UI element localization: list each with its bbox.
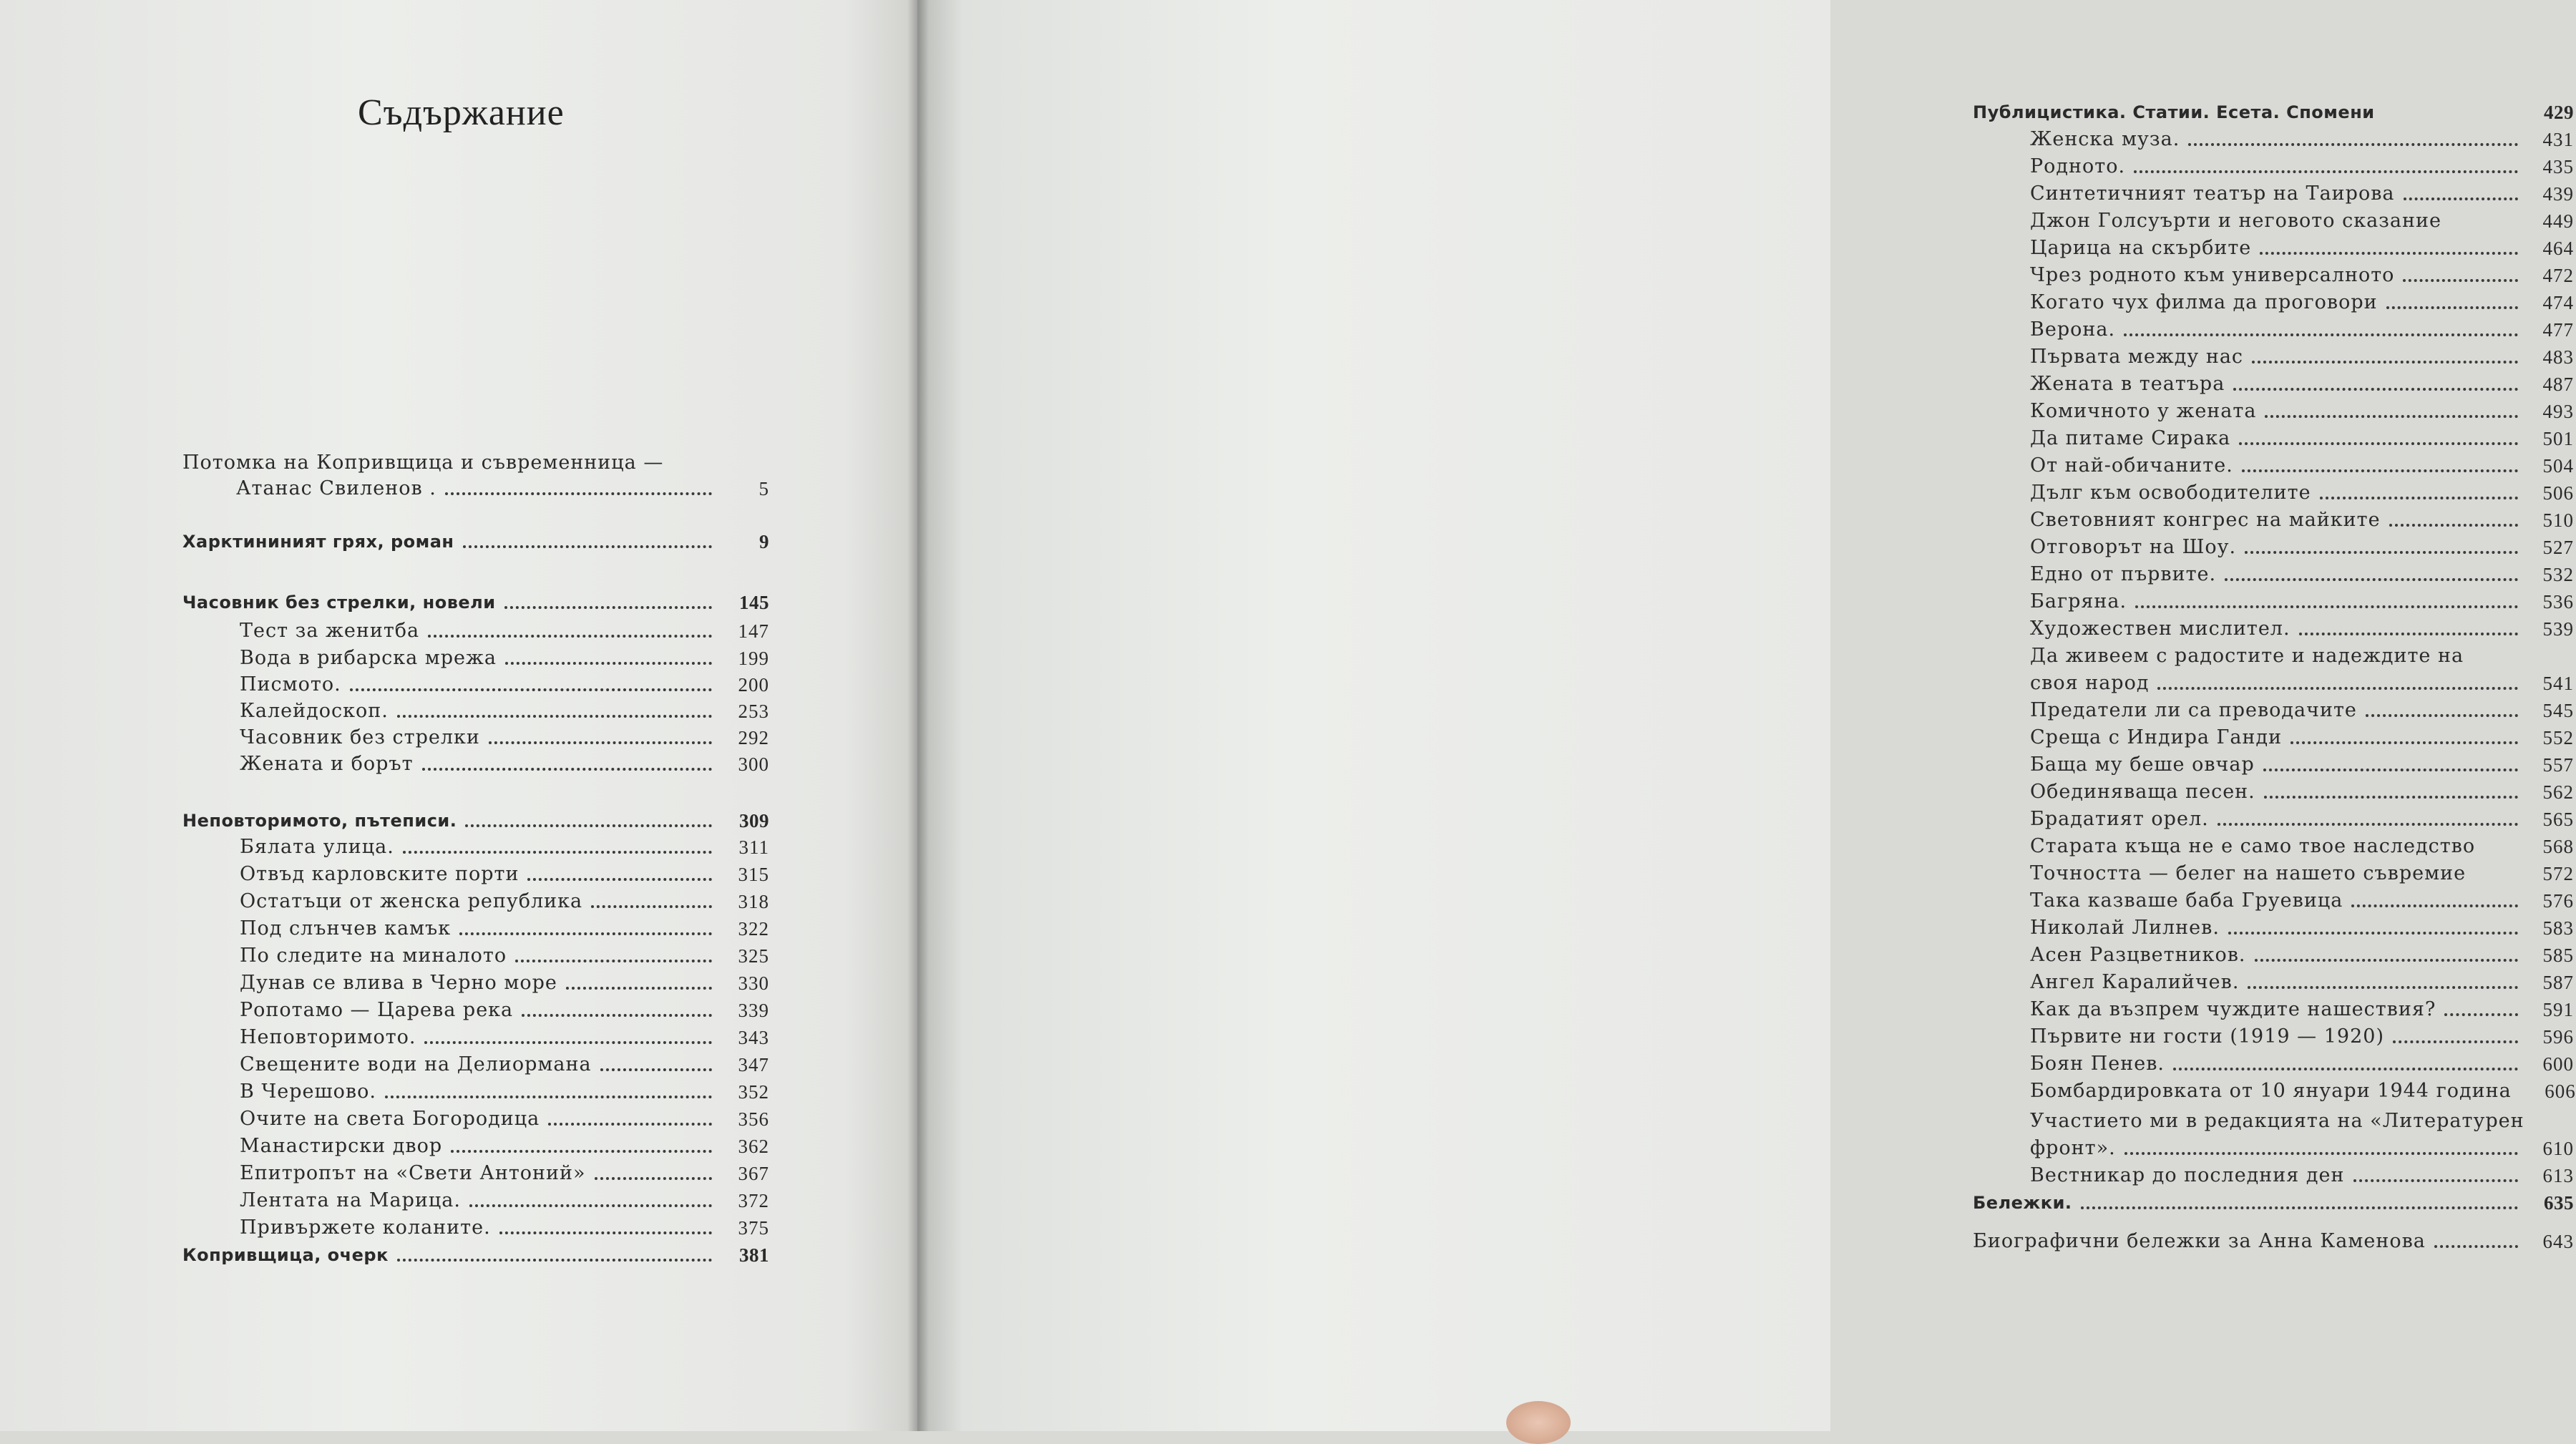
toc-page-number: 145: [739, 592, 769, 613]
toc-page-number: 472: [2542, 265, 2574, 286]
toc-page-number: 362: [738, 1136, 769, 1157]
toc-entry-title: Старата къща не е само твое наследство: [2030, 835, 2476, 857]
toc-entry: [1973, 399, 2574, 424]
dot-leader: [2255, 959, 2519, 962]
toc-entry: [182, 862, 769, 887]
toc-entry-title: фронт».: [2030, 1137, 2116, 1159]
toc-page-number: 449: [2542, 210, 2574, 232]
toc-page-number: 610: [2542, 1138, 2574, 1159]
toc-page-number: 541: [2542, 673, 2574, 694]
toc-entry-title: Така казваше баба Груевица: [2030, 889, 2343, 912]
toc-entry-title: Неповторимото.: [240, 1026, 416, 1048]
toc-entry-title: Джон Голсуърти и неговото сказание: [2030, 210, 2441, 232]
toc-page-number: 381: [739, 1244, 769, 1266]
toc-page-number: 545: [2542, 700, 2574, 721]
toc-page-number: 493: [2542, 401, 2574, 422]
toc-entry: [1973, 209, 2574, 233]
toc-entry: [1973, 1109, 2574, 1133]
dot-leader: [2320, 497, 2518, 499]
dot-leader: [2290, 741, 2518, 744]
toc-page-number: 356: [738, 1108, 769, 1130]
toc-entry: [1973, 671, 2574, 696]
toc-entry-title: Тест за женитба: [240, 620, 420, 642]
toc-entry-title: Баща му беше овчар: [2030, 753, 2255, 776]
toc-entry-title: Манастирски двор: [240, 1135, 443, 1157]
toc-page-number: 315: [738, 864, 769, 885]
toc-entry: [1973, 508, 2574, 532]
toc-entry: [1973, 345, 2574, 369]
toc-page-number: 606: [2545, 1080, 2576, 1102]
toc-entry: [182, 726, 769, 750]
toc-page-number: 200: [738, 674, 769, 696]
toc-entry: [1973, 970, 2574, 995]
toc-entry: [182, 1216, 769, 1240]
toc-entry-title: Ропотамо — Царева река: [240, 999, 514, 1021]
toc-page-number: 539: [2542, 618, 2574, 640]
toc-entry: [1973, 291, 2574, 315]
toc-entry: [1973, 318, 2574, 342]
toc-entry: [1973, 481, 2574, 505]
toc-page-number: 431: [2542, 129, 2574, 150]
toc-entry: [1973, 236, 2574, 260]
dot-leader: [515, 960, 712, 962]
toc-entry-title: Да живеем с радостите и надеждите на: [2030, 645, 2464, 667]
dot-leader: [403, 851, 712, 854]
dot-leader: [548, 1123, 712, 1126]
toc-entry: [1973, 535, 2574, 560]
toc-page-number: 311: [738, 836, 769, 858]
toc-entry-title: Атанас Свиленов .: [236, 477, 436, 499]
dot-leader: [2434, 1245, 2518, 1248]
dot-leader: [600, 1068, 712, 1071]
dot-leader: [2351, 904, 2518, 907]
toc-page-number: 375: [738, 1217, 769, 1239]
toc-entry: [182, 944, 769, 968]
toc-entry-title: Едно от първите.: [2030, 563, 2217, 585]
toc-entry-title: Очите на света Богородица: [240, 1108, 540, 1130]
toc-page-number: 576: [2542, 890, 2574, 912]
toc-entry: [1973, 372, 2574, 396]
toc-page-number: 325: [738, 945, 769, 967]
toc-entry: [1973, 807, 2574, 831]
toc-entry: [1973, 100, 2574, 125]
toc-page-number: 501: [2542, 428, 2574, 449]
toc-entry: [1973, 943, 2574, 967]
toc-page-number: 532: [2542, 564, 2574, 585]
dot-leader: [451, 1150, 712, 1153]
toc-page-number: 643: [2542, 1231, 2574, 1252]
toc-entry-title: Вестникар до последния ден: [2030, 1164, 2345, 1186]
toc-entry: [1973, 862, 2574, 886]
toc-page-number: 318: [738, 891, 769, 912]
toc-page-number: 527: [2542, 537, 2574, 558]
toc-entry-title: Жената в театъра: [2030, 373, 2225, 395]
toc-entry-title: Дунав се влива в Черно море: [240, 972, 557, 994]
toc-entry-title: Бялата улица.: [240, 836, 394, 858]
dot-leader: [2228, 932, 2518, 935]
toc-entry: [182, 809, 769, 833]
toc-entry: [1973, 1136, 2574, 1161]
dot-leader: [2173, 1068, 2518, 1070]
toc-entry-title: Вода в рибарска мрежа: [240, 647, 497, 669]
toc-entry-title: Женска муза.: [2030, 128, 2180, 150]
toc-entry-title: Обединяваща песен.: [2030, 781, 2255, 803]
toc-entry-title: Чрез родното към универсалното: [2030, 264, 2395, 286]
toc-entry-title: Първите ни гости (1919 — 1920): [2030, 1025, 2384, 1048]
toc-entry-title: Неповторимото, пътеписи.: [182, 811, 457, 831]
toc-entry: [1973, 454, 2574, 478]
toc-entry: [1973, 644, 2574, 668]
dot-leader: [2265, 415, 2518, 418]
dot-leader: [2366, 714, 2518, 717]
dot-leader: [566, 987, 712, 990]
toc-entry: [182, 752, 769, 776]
dot-leader: [595, 1177, 712, 1180]
toc-entry-title: Среща с Индира Ганди: [2030, 726, 2283, 748]
toc-page-number: 339: [738, 1000, 769, 1021]
toc-entry: [182, 971, 769, 995]
toc-entry-title: От най-обичаните.: [2030, 454, 2233, 477]
toc-page-number: 591: [2542, 999, 2574, 1020]
toc-entry: [1973, 1164, 2574, 1188]
toc-page-number: 557: [2542, 754, 2574, 776]
toc-entry-title: Родното.: [2030, 155, 2126, 177]
toc-entry: [1973, 155, 2574, 179]
toc-entry: [182, 646, 769, 670]
toc-page-number: 504: [2542, 455, 2574, 477]
toc-entry-title: Художествен мислител.: [2030, 618, 2290, 640]
toc-page-number: 292: [738, 727, 769, 748]
dot-leader: [469, 1204, 712, 1207]
toc-entry-title: Брадатият орел.: [2030, 808, 2209, 830]
toc-page-number: 322: [738, 918, 769, 940]
toc-page-number: 367: [738, 1163, 769, 1184]
toc-entry: [182, 1080, 769, 1104]
toc-entry: [1973, 182, 2574, 206]
toc-page-number: 429: [2544, 102, 2574, 123]
toc-entry: [182, 451, 769, 475]
toc-page-number: 147: [738, 620, 769, 642]
toc-entry-title: Когато чух филма да проговори: [2030, 291, 2378, 313]
dot-leader: [2386, 306, 2518, 309]
book-gutter: [907, 0, 929, 1431]
dot-leader: [2242, 469, 2518, 472]
toc-entry-title: Багряна.: [2030, 590, 2127, 613]
toc-entry-title: своя народ: [2030, 672, 2150, 694]
toc-page-number: 330: [738, 972, 769, 994]
toc-entry-title: Синтетичният театър на Таирова: [2030, 182, 2395, 205]
toc-page-number: 568: [2542, 836, 2574, 857]
toc-entry: [1973, 1079, 2574, 1103]
toc-entry: [1973, 617, 2574, 641]
toc-entry: [1973, 1229, 2574, 1254]
dot-leader: [445, 492, 712, 495]
toc-entry-title: Бележки.: [1973, 1193, 2072, 1213]
toc-entry: [1973, 889, 2574, 913]
toc-entry-title: Предатели ли са преводачите: [2030, 699, 2357, 721]
toc-page-number: 587: [2542, 972, 2574, 993]
toc-page-number: 552: [2542, 727, 2574, 748]
toc-entry: [1973, 997, 2574, 1022]
toc-entry: [1973, 1052, 2574, 1076]
dot-leader: [465, 824, 712, 827]
toc-page-number: 487: [2542, 374, 2574, 395]
toc-page-number: 572: [2542, 863, 2574, 884]
dot-leader: [505, 662, 712, 665]
toc-entry-title: Копривщица, очерк: [182, 1245, 389, 1265]
dot-leader: [2264, 796, 2518, 799]
toc-entry: [182, 699, 769, 723]
dot-leader: [397, 715, 712, 718]
dot-leader: [350, 688, 712, 691]
toc-entry-title: Харктининият грях, роман: [182, 532, 454, 552]
dot-leader: [2389, 524, 2518, 527]
dot-leader: [2245, 551, 2518, 554]
toc-entry: [182, 1025, 769, 1050]
toc-entry-title: Лентата на Марица.: [240, 1189, 461, 1211]
toc-page-number: 435: [2542, 156, 2574, 177]
toc-entry-title: Остатъци от женска република: [240, 890, 583, 912]
dot-leader: [2135, 605, 2518, 608]
toc-entry: [1973, 753, 2574, 777]
toc-page-number: 343: [738, 1027, 769, 1048]
toc-entry: [182, 917, 769, 941]
dot-leader: [2248, 986, 2518, 989]
dot-leader: [2233, 388, 2518, 391]
toc-entry-title: Свещените води на Делиормана: [240, 1053, 592, 1075]
dot-leader: [459, 932, 712, 935]
dot-leader: [2081, 1206, 2518, 1209]
toc-entry: [182, 998, 769, 1023]
toc-entry-title: Царица на скърбите: [2030, 237, 2252, 259]
toc-page-number: 309: [739, 810, 769, 831]
dot-leader: [2444, 1013, 2518, 1016]
toc-entry: [182, 1161, 769, 1186]
dot-leader: [2299, 633, 2518, 635]
toc-entry-title: Отговорът на Шоу.: [2030, 536, 2237, 558]
dot-leader: [463, 545, 712, 548]
toc-entry-title: Часовник без стрелки: [240, 726, 480, 748]
toc-page-number: 352: [738, 1081, 769, 1103]
toc-entry: [182, 530, 769, 554]
toc-page-number: 439: [2542, 183, 2574, 205]
toc-page-number: 613: [2542, 1165, 2574, 1186]
toc-entry: [182, 1243, 769, 1267]
dot-leader: [422, 768, 712, 771]
dot-leader: [2124, 1152, 2518, 1155]
toc-entry: [182, 1107, 769, 1131]
toc-page-number: 635: [2544, 1192, 2574, 1214]
toc-page-number: 5: [758, 478, 769, 499]
dot-leader: [2239, 442, 2518, 445]
toc-page-number: 474: [2542, 292, 2574, 313]
dot-leader: [504, 606, 712, 609]
dot-leader: [2260, 252, 2518, 255]
dot-leader: [2218, 823, 2518, 826]
toc-page-number: 562: [2542, 781, 2574, 803]
dot-leader: [2263, 769, 2518, 771]
dot-leader: [397, 1259, 712, 1262]
right-book-page: [917, 0, 2576, 1431]
dot-leader: [385, 1096, 712, 1098]
toc-page-number: 536: [2542, 591, 2574, 613]
dot-leader: [2157, 687, 2518, 690]
toc-page-number: 596: [2542, 1026, 2574, 1048]
toc-entry-title: Жената и борът: [240, 753, 414, 775]
toc-page-number: 347: [738, 1054, 769, 1075]
toc-entry-title: Ангел Каралийчев.: [2030, 971, 2240, 993]
toc-entry-title: Асен Разцветников.: [2030, 944, 2246, 966]
dot-leader: [591, 905, 712, 908]
toc-page-number: 565: [2542, 809, 2574, 830]
toc-entry: [1973, 698, 2574, 723]
toc-entry: [182, 1134, 769, 1158]
toc-entry-title: В Черешово.: [240, 1080, 376, 1103]
toc-entry: [182, 619, 769, 643]
toc-page-number: 464: [2542, 238, 2574, 259]
toc-entry-title: Световният конгрес на майките: [2030, 509, 2381, 531]
toc-entry-title: Верона.: [2030, 318, 2116, 341]
dot-leader: [2393, 1040, 2518, 1043]
toc-page-number: 9: [759, 531, 769, 552]
toc-entry: [1973, 127, 2574, 152]
toc-entry-title: Да питаме Сирака: [2030, 427, 2231, 449]
toc-page-number: 483: [2542, 346, 2574, 368]
toc-page-number: 583: [2542, 917, 2574, 939]
dot-leader: [489, 741, 712, 744]
toc-entry-title: По следите на миналото: [240, 945, 507, 967]
toc-entry-title: Как да възпрем чуждите нашествия?: [2030, 998, 2436, 1020]
toc-entry: [1973, 780, 2574, 804]
toc-entry: [1973, 590, 2574, 614]
dot-leader: [2124, 333, 2518, 336]
toc-entry-title: Привържете коланите.: [240, 1216, 491, 1239]
toc-entry: [182, 477, 769, 501]
toc-entry: [182, 835, 769, 859]
dot-leader: [428, 635, 712, 638]
dot-leader: [2134, 170, 2518, 173]
toc-entry: [1973, 1191, 2574, 1215]
toc-entry-title: Комичното у жената: [2030, 400, 2257, 422]
toc-entry: [1973, 562, 2574, 587]
toc-page-number: 585: [2542, 945, 2574, 966]
toc-entry: [182, 1053, 769, 1077]
dot-leader: [499, 1231, 712, 1234]
dot-leader: [522, 1014, 712, 1017]
toc-entry: [182, 590, 769, 615]
toc-page-number: 372: [738, 1190, 769, 1211]
toc-entry-title: Отвъд карловските порти: [240, 863, 519, 885]
toc-page-number: 253: [738, 701, 769, 722]
toc-entry: [182, 673, 769, 697]
dot-leader: [2188, 143, 2518, 146]
toc-entry: [1973, 426, 2574, 451]
thumb: [1506, 1401, 1571, 1444]
dot-leader: [424, 1041, 712, 1044]
dot-leader: [527, 878, 712, 881]
toc-entry-title: Писмото.: [240, 673, 341, 696]
dot-leader: [2225, 578, 2518, 581]
toc-entry-title: Публицистика. Статии. Есета. Спомени: [1973, 102, 2375, 122]
toc-entry-title: Първата между нас: [2030, 346, 2244, 368]
dot-leader: [2252, 361, 2518, 364]
toc-entry-title: Калейдоскоп.: [240, 700, 389, 722]
toc-entry-title: Боян Пенев.: [2030, 1053, 2165, 1075]
toc-entry: [182, 1189, 769, 1213]
dot-leader: [2353, 1179, 2518, 1182]
toc-entry-title: Николай Лилнев.: [2030, 917, 2220, 939]
toc-entry-title: Бомбардировката от 10 януари 1944 година: [2030, 1080, 2512, 1102]
toc-page-number: 600: [2542, 1053, 2574, 1075]
toc-entry: [1973, 916, 2574, 940]
toc-entry-title: Дълг към освободителите: [2030, 482, 2311, 504]
left-book-page: [0, 0, 917, 1431]
toc-page-number: 506: [2542, 482, 2574, 504]
toc-entry-title: Точността — белег на нашето съвремие: [2030, 862, 2467, 884]
toc-entry: [1973, 726, 2574, 750]
toc-entry-title: Биографични бележки за Анна Каменова: [1973, 1230, 2426, 1252]
dot-leader: [2404, 197, 2518, 200]
toc-entry: [182, 889, 769, 914]
toc-entry: [1973, 1025, 2574, 1049]
toc-entry-title: Епитропът на «Свети Антоний»: [240, 1162, 586, 1184]
contents-title: Съдържание: [358, 92, 565, 133]
toc-entry-title: Потомка на Копривщица и съвременница —: [182, 452, 664, 474]
toc-page-number: 300: [738, 753, 769, 775]
dot-leader: [2403, 279, 2518, 282]
toc-entry: [1973, 834, 2574, 859]
toc-entry-title: Участието ми в редакцията на «Литературен: [2030, 1110, 2524, 1132]
toc-page-number: 199: [738, 648, 769, 669]
toc-page-number: 477: [2542, 319, 2574, 341]
toc-entry-title: Часовник без стрелки, новели: [182, 592, 496, 613]
toc-page-number: 510: [2542, 509, 2574, 531]
toc-entry: [1973, 263, 2574, 288]
toc-entry-title: Под слънчев камък: [240, 917, 452, 940]
